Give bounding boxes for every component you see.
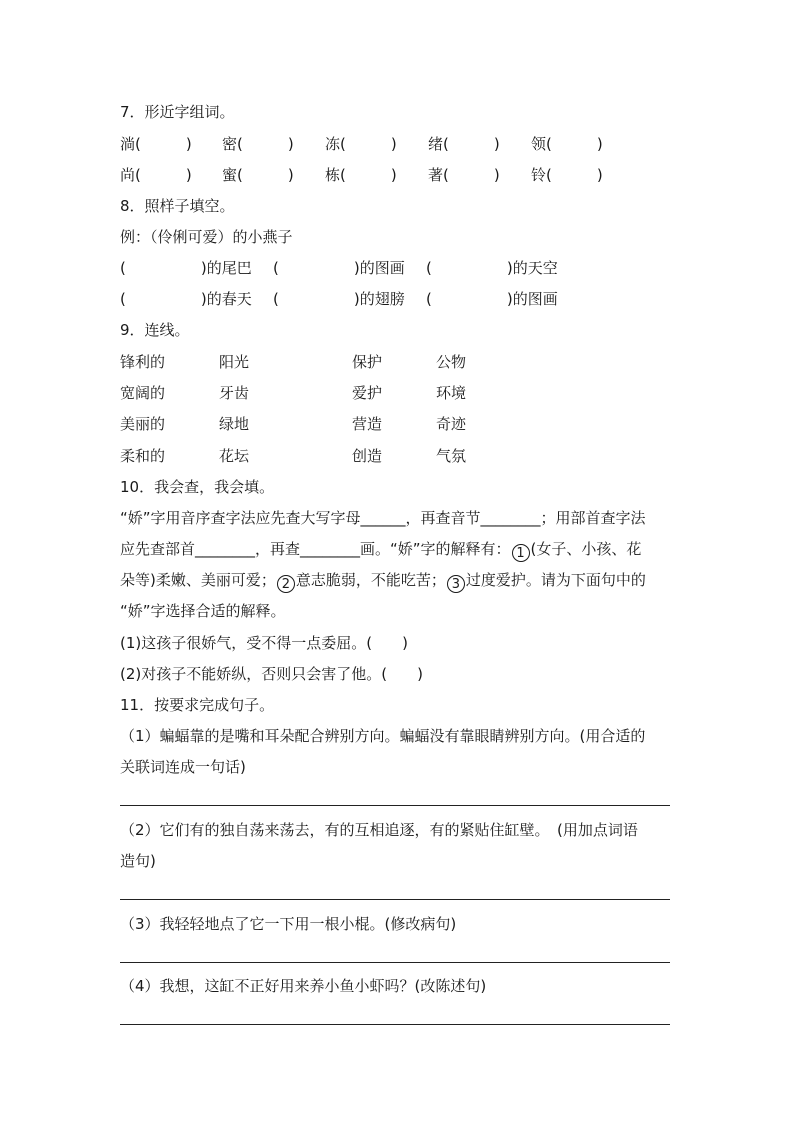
q9-word: 公物 — [436, 353, 467, 371]
q9-word: 绿地 — [219, 415, 250, 433]
q7-item: 铃( ) — [531, 166, 603, 184]
q10-text: 意志脆弱，不能吃苦； — [295, 571, 446, 589]
q10-paragraph-line-3 — [120, 570, 646, 593]
q9-word: 牙齿 — [219, 384, 250, 402]
q7-item: 领( ) — [531, 135, 603, 153]
q7-item: 冻( ) — [325, 135, 397, 153]
q7-item: 绪( ) — [428, 135, 500, 153]
q9-word: 气氛 — [436, 447, 467, 465]
q7-item: 著( ) — [428, 166, 500, 184]
q10-title: 10．我会查，我会填。 — [120, 478, 275, 496]
q8-item: ( )的尾巴 — [120, 259, 252, 277]
q11-item-1-line-2: 关联词连成一句话) — [120, 758, 246, 776]
q9-word: 宽阔的 — [120, 384, 166, 402]
q9-word: 锋利的 — [120, 353, 166, 371]
q8-item: ( )的翅膀 — [273, 290, 405, 308]
q11-item-3: （3）我轻轻地点了它一下用一根小棍。(修改病句) — [120, 915, 457, 933]
q7-item: 淌( ) — [120, 135, 192, 153]
q10-sentence-1: (1)这孩子很娇气，受不得一点委屈。( ) — [120, 634, 408, 652]
q7-item: 密( ) — [222, 135, 294, 153]
q8-item: ( )的春天 — [120, 290, 252, 308]
q7-title: 7．形近字组词。 — [120, 103, 235, 121]
q8-title: 8．照样子填空。 — [120, 197, 235, 215]
q9-word: 营造 — [352, 415, 383, 433]
circled-number-1: 1 — [512, 544, 530, 562]
q10-paragraph-line-1: “娇”字用音序查字法应先查大写字母______，再查音节________；用部首查字法 — [120, 509, 646, 527]
q10-text: (女子、小孩、花 — [530, 540, 642, 558]
q9-word: 保护 — [352, 353, 383, 371]
answer-line — [120, 899, 670, 900]
answer-line — [120, 1024, 670, 1025]
q9-word: 美丽的 — [120, 415, 166, 433]
answer-line — [120, 962, 670, 963]
q8-item: ( )的天空 — [426, 259, 558, 277]
q7-item: 栋( ) — [325, 166, 397, 184]
q8-item: ( )的图画 — [426, 290, 558, 308]
q10-text: 朵等)柔嫩、美丽可爱； — [120, 571, 276, 589]
q11-item-1-line-1: （1）蝙蝠靠的是嘴和耳朵配合辨别方向。蝙蝠没有靠眼睛辨别方向。(用合适的 — [120, 727, 646, 745]
q9-word: 奇迹 — [436, 415, 467, 433]
q10-sentence-2: (2)对孩子不能娇纵，否则只会害了他。( ) — [120, 665, 423, 683]
q10-text: 应先查部首________，再查________画。“娇”字的解释有： — [120, 540, 511, 558]
q9-word: 环境 — [436, 384, 467, 402]
q9-title: 9．连线。 — [120, 321, 190, 339]
q10-paragraph-line-4: “娇”字选择合适的解释。 — [120, 602, 286, 620]
q11-item-2-line-2: 造句) — [120, 852, 156, 870]
q8-example: 例：（伶俐可爱）的小燕子 — [120, 228, 293, 246]
q7-item: 尚( ) — [120, 166, 192, 184]
q11-item-2-line-1: （2）它们有的独自荡来荡去，有的互相追逐，有的紧贴住缸壁。 (用加点词语 — [120, 821, 638, 839]
circled-number-2: 2 — [277, 575, 295, 593]
q9-word: 阳光 — [219, 353, 250, 371]
answer-line — [120, 805, 670, 806]
circled-number-3: 3 — [447, 575, 465, 593]
q9-word: 柔和的 — [120, 447, 166, 465]
q7-item: 蜜( ) — [222, 166, 294, 184]
q11-item-4: （4）我想，这缸不正好用来养小鱼小虾吗？(改陈述句) — [120, 977, 487, 995]
q10-text: 过度爱护。请为下面句中的 — [465, 571, 646, 589]
q11-title: 11．按要求完成句子。 — [120, 696, 275, 714]
q9-word: 创造 — [352, 447, 383, 465]
q10-paragraph-line-2 — [120, 539, 641, 562]
q9-word: 爱护 — [352, 384, 383, 402]
q8-item: ( )的图画 — [273, 259, 405, 277]
q9-word: 花坛 — [219, 447, 250, 465]
